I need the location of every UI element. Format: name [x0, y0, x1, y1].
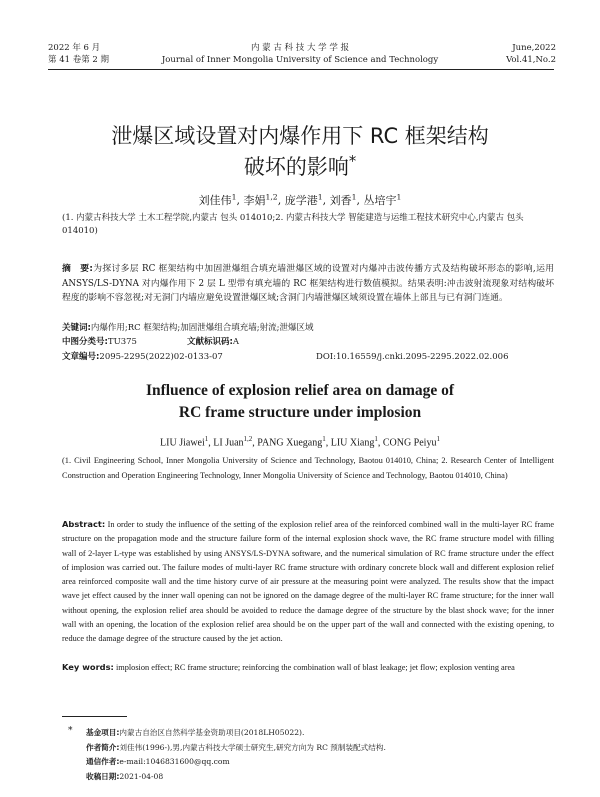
author-affil-sup: 1 [231, 192, 237, 202]
journal-name-en: Journal of Inner Mongolia University of Science and Technology [161, 55, 439, 65]
author-zh: 刘佳伟 [198, 194, 232, 207]
footnote-divider [62, 716, 127, 717]
author-en: LI Juan [213, 437, 244, 449]
author-affil-sup: 1 [396, 192, 402, 202]
keywords-en-text: implosion effect; RC frame structure; reinforcing the combination wall of blast leakage; jet flow; explosion venting area [115, 663, 515, 672]
abstract-zh-text: 为探讨多层 RC 框架结构中加固泄爆组合填充墙泄爆区域的设置对内爆冲击波传播方式及结构破坏形态的影响,运用 ANSYS/LS-DYNA 对内爆作用下 2 层 L 型带有填充墙的 RC 框架结构进行数值模拟。结果表明:冲击波射流现象对结构破坏程度的影响不容忽视;对无洞门内墙应避免设置泄爆区域;含洞门内墙泄爆区域须设置在墙体上部且与已有洞门连通。 [62, 264, 554, 303]
affiliation-en: (1. Civil Engineering School, Inner Mongolia University of Science and Technology, Baotou 014010, China; 2. Research Center of Intelligent Construction and Operation Engineering Technology, Inner Mongolia University of Science and Technology, Baotou 014010, China) [62, 456, 554, 480]
author-zh: 刘香 [329, 194, 352, 207]
article-number-value: 2095-2295(2022)02-0133-07 [99, 352, 223, 362]
received-label: 收稿日期: [86, 771, 120, 781]
footnote-received [86, 770, 546, 785]
authors-zh: 刘佳伟$^1$, 李娟$^{1,2}$, 庞学港$^1$, 刘香$^1$, 丛培宇$^1$ [198, 192, 402, 207]
keywords-zh-label: 关键词: [62, 323, 91, 333]
title-en-line2: RC frame structure under implosion [178, 404, 422, 421]
keywords-zh-text: 内爆作用;RC 框架结构;加固泄爆组合填充墙;射流;泄爆区域 [90, 323, 314, 333]
abstract-zh-label: 摘 要: [62, 264, 93, 274]
clc-label: 中图分类号: [62, 337, 108, 347]
keywords-en-label: Key words: [62, 662, 114, 672]
footnote-author [86, 741, 546, 756]
footnote-mark: * [68, 726, 73, 736]
footnote-fund [86, 726, 546, 741]
author-affil-sup: 1 [351, 192, 357, 202]
corresponding-label: 通信作者: [86, 757, 120, 766]
fund-text: 内蒙古自治区自然科学基金资助项目(2018LH05022). [119, 728, 305, 737]
abstract-en-label: Abstract: [62, 519, 106, 529]
doc-code-value: A [232, 337, 240, 347]
author-zh: 李娟 [243, 194, 266, 207]
title-en-line1: Influence of explosion relief area on damage of [145, 382, 455, 399]
fund-label: 基金项目: [86, 728, 120, 737]
title-footnote-mark: * [348, 153, 357, 170]
author-zh: 庞学港 [284, 194, 318, 207]
paper-title-zh [0, 123, 600, 180]
author-affil-sup: 1 [317, 192, 323, 202]
authors-en: LIU Jiawei$^1$, LI Juan$^{1,2}$, PANG Xuegang$^1$, LIU Xiang$^1$, CONG Peiyu$^1$ [160, 435, 440, 449]
abstract-zh [62, 262, 554, 306]
journal-date-volume-en [506, 42, 556, 66]
article-number-line [62, 351, 223, 364]
abstract-en-text: In order to study the influence of the setting of the explosion relief area of the reinforced combined wall in the multi-layer RC frame structure on the propagation mode and the structure failure form of the internal explosion shock wave, the RC frame structure model with filling wall of 2-layer L-type was established by using ANSYS/LS-DYNA software, and the numerical simulation of RC frame structure under the effect of implosion was carried out. The failure modes of multi-layer RC frame structure with ordinary concrete block wall and different explosion relief area reinforced composite wall and the time history curve of air pressure at the measuring point were analyzed. The results show that the impact wave jet effect caused by the inner wall opening can not be ignored on the damage degree of the multi-layer RC frame structure; for the inner wall without opening, the explosion relief area should be avoided to reduce the damage degree of the structure by the blast shock wave; for the inner wall with an opening, the location of the explosion relief area should be on the upper part of the wall and connected with the existing opening, to reduce the damage degree of the structure caused by the jet action. [62, 520, 554, 644]
paper-title-en [0, 380, 600, 424]
author-affil-sup: 1 [204, 435, 209, 443]
footnotes [86, 726, 546, 784]
affiliation-zh: (1. 内蒙古科技大学 土木工程学院,内蒙古 包头 014010;2. 内蒙古科技大学 智能建造与运维工程技术研究中心,内蒙古 包头 014010) [62, 213, 524, 236]
author-en: LIU Xiang [330, 437, 375, 449]
title-zh-line2: 破坏的影响 [243, 155, 349, 179]
author-zh: 丛培宇 [363, 194, 397, 207]
author-en: PANG Xuegang [257, 437, 323, 449]
doi: DOI:10.16559/j.cnki.2095-2295.2022.02.006 [316, 352, 509, 362]
footnote-corresponding [86, 755, 546, 770]
header-divider [48, 69, 554, 70]
volume-issue: 第 41 卷第 2 期 [48, 55, 110, 65]
author-affil-sup: 1 [322, 435, 326, 443]
author-affil-sup: 1 [436, 435, 440, 443]
abstract-en [62, 517, 554, 647]
keywords-en [62, 661, 554, 674]
article-number-label: 文章编号: [62, 352, 100, 362]
doc-code-label: 文献标识码: [186, 337, 233, 347]
classification-line [62, 336, 239, 349]
issue-date-en: June,2022 [512, 43, 556, 53]
author-en: LIU Jiawei [160, 437, 205, 449]
title-zh-line1: 泄爆区域设置对内爆作用下 RC 框架结构 [111, 124, 489, 148]
keywords-zh [62, 321, 554, 335]
issue-date: 2022 年 6 月 [48, 43, 101, 53]
volume-issue-en: Vol.41,No.2 [506, 55, 556, 65]
author-bio-label: 作者简介: [86, 742, 120, 752]
clc-value: TU375 [107, 337, 137, 347]
journal-name-zh: 内 蒙 古 科 技 大 学 学 报 [250, 43, 350, 53]
author-affil-sup: 1,2 [243, 435, 253, 443]
corresponding-email: e-mail:1046831600@qq.com [119, 757, 230, 766]
received-date: 2021-04-08 [119, 771, 164, 781]
author-affil-sup: 1 [374, 435, 378, 443]
author-affil-sup: 1,2 [265, 192, 278, 202]
author-bio-text: 刘佳伟(1996-),男,内蒙古科技大学硕士研究生,研究方向为 RC 预制装配式结构. [119, 742, 386, 752]
author-en: CONG Peiyu [382, 437, 437, 449]
